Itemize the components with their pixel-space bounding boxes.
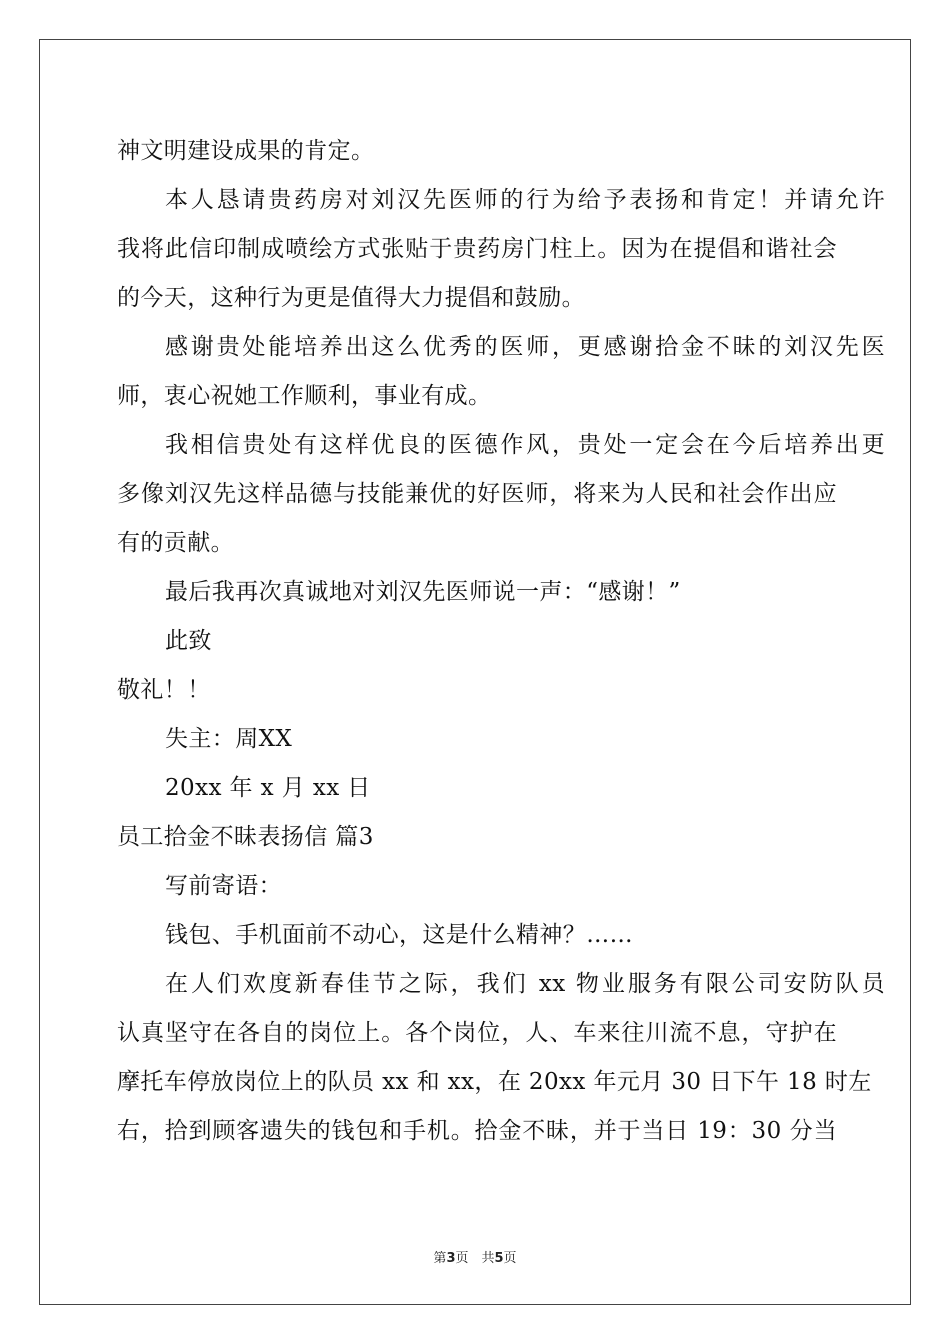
document-body: [117, 127, 885, 1156]
paragraph-line: 写前寄语：: [165, 873, 282, 899]
paragraph-line: 有的贡献。: [117, 530, 234, 556]
paragraph-line: 本人恳请贵药房对刘汉先医师的行为给予表扬和肯定！并请允许: [165, 187, 885, 213]
page-mid: 页 共: [455, 1251, 495, 1266]
paragraph-line: 的今天，这种行为更是值得大力提倡和鼓励。: [117, 285, 585, 311]
section-title: 员工拾金不昧表扬信 篇3: [117, 824, 374, 850]
paragraph-line: 钱包、手机面前不动心，这是什么精神？……: [165, 922, 633, 948]
page-prefix: 第: [433, 1251, 447, 1266]
signature-name: 失主：周XX: [165, 726, 293, 752]
paragraph-line: 多像刘汉先这样品德与技能兼优的好医师，将来为人民和社会作出应: [117, 481, 837, 507]
paragraph-line: 右，拾到顾客遗失的钱包和手机。拾金不昧，并于当日 19：30 分当: [117, 1118, 837, 1144]
paragraph-line: 认真坚守在各自的岗位上。各个岗位，人、车来往川流不息，守护在: [117, 1020, 837, 1046]
paragraph-line: 最后我再次真诚地对刘汉先医师说一声：“感谢！”: [165, 579, 681, 605]
paragraph-line: 摩托车停放岗位上的队员 xx 和 xx，在 20xx 年元月 30 日下午 18 时左: [117, 1069, 872, 1095]
paragraph-line: 我相信贵处有这样优良的医德作风，贵处一定会在今后培养出更: [165, 432, 885, 458]
paragraph-line: 感谢贵处能培养出这么优秀的医师，更感谢拾金不昧的刘汉先医: [165, 334, 885, 360]
paragraph-line: 师，衷心祝她工作顺利，事业有成。: [117, 383, 492, 409]
page-current: 3: [446, 1251, 456, 1266]
page-suffix: 页: [503, 1251, 517, 1266]
page-total: 5: [494, 1251, 504, 1266]
signature-date: 20xx 年 x 月 xx 日: [165, 775, 371, 801]
closing-respect: 敬礼！！: [117, 677, 211, 703]
paragraph-line: 神文明建设成果的肯定。: [117, 138, 375, 164]
paragraph-line: 在人们欢度新春佳节之际，我们 xx 物业服务有限公司安防队员: [165, 971, 885, 997]
page-footer: [0, 1247, 950, 1266]
paragraph-line: 我将此信印制成喷绘方式张贴于贵药房门柱上。因为在提倡和谐社会: [117, 236, 837, 262]
closing-salutation: 此致: [165, 628, 212, 654]
